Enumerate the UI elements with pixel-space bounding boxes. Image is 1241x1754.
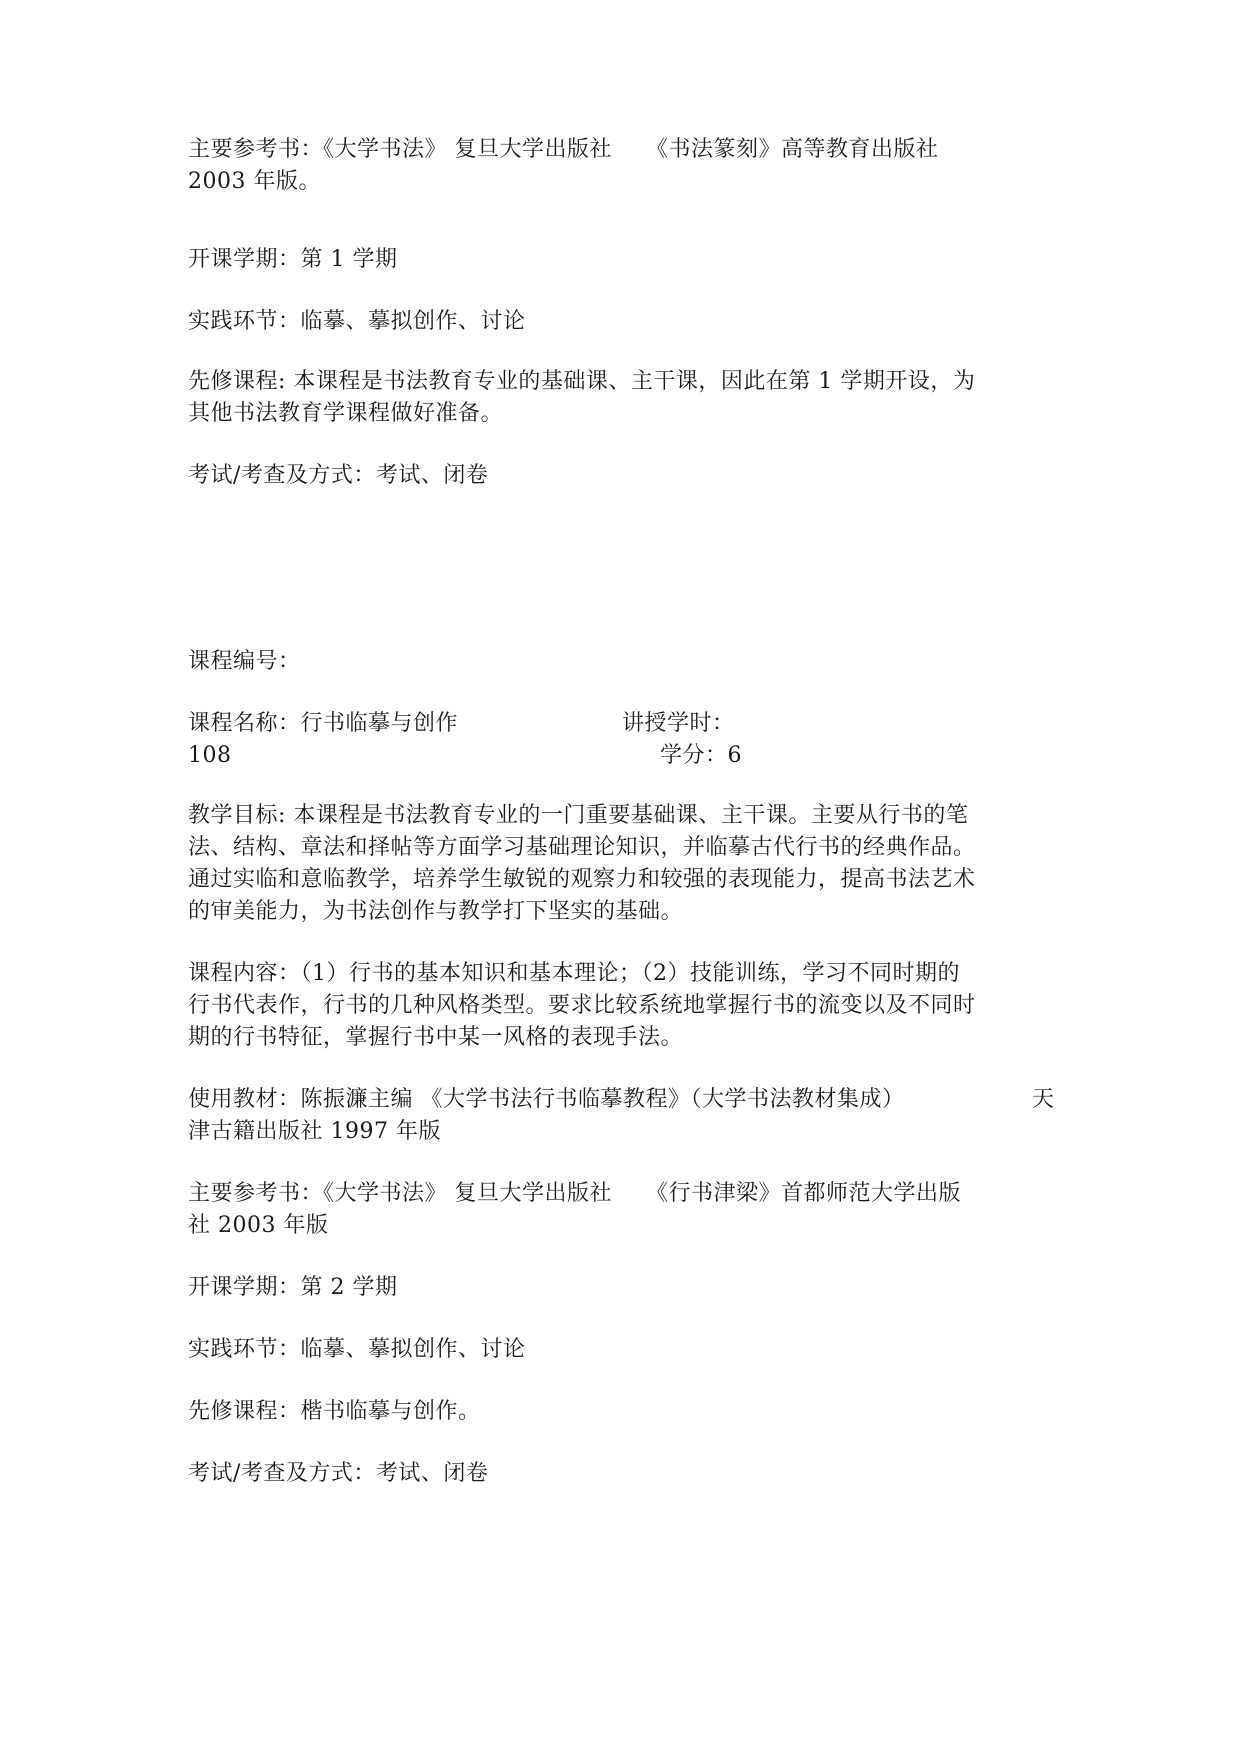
course2-objective-line4: 的审美能力，为书法创作与教学打下坚实的基础。 bbox=[188, 899, 684, 924]
course1-semester: 开课学期：第 1 学期 bbox=[188, 247, 398, 272]
course1-references-line1: 主要参考书：《大学书法》 复旦大学出版社 《书法篆刻》高等教育出版社 bbox=[188, 137, 939, 162]
course1-prerequisite-line1: 先修课程: 本课程是书法教育专业的基础课、主干课，因此在第 1 学期开设，为 bbox=[188, 369, 976, 394]
course2-content-line3: 期的行书特征，掌握行书中某一风格的表现手法。 bbox=[188, 1025, 684, 1050]
course2-references-line1: 主要参考书：《大学书法》 复旦大学出版社 《行书津梁》首都师范大学出版 bbox=[188, 1181, 961, 1206]
course2-content-line1: 课程内容：（1）行书的基本知识和基本理论；（2）技能训练，学习不同时期的 bbox=[188, 961, 960, 986]
course2-hours-value: 108 bbox=[188, 743, 232, 768]
course2-objective-line1: 教学目标: 本课程是书法教育专业的一门重要基础课、主干课。主要从行书的笔 bbox=[188, 803, 969, 828]
course2-semester: 开课学期：第 2 学期 bbox=[188, 1275, 398, 1300]
course1-exam: 考试/考查及方式：考试、闭卷 bbox=[188, 463, 489, 488]
course2-hours-label: 讲授学时： bbox=[622, 711, 735, 736]
course2-prerequisite: 先修课程：楷书临摹与创作。 bbox=[188, 1399, 481, 1424]
course2-content-line2: 行书代表作，行书的几种风格类型。要求比较系统地掌握行书的流变以及不同时 bbox=[188, 993, 976, 1018]
course2-references-line2: 社 2003 年版 bbox=[188, 1213, 329, 1238]
course2-practice: 实践环节：临摹、摹拟创作、讨论 bbox=[188, 1337, 526, 1362]
course1-references-line2: 2003 年版。 bbox=[188, 169, 321, 194]
course2-textbook-line2: 津古籍出版社 1997 年版 bbox=[188, 1119, 441, 1144]
course2-code: 课程编号： bbox=[188, 649, 301, 674]
course2-objective-line3: 通过实临和意临教学，培养学生敏锐的观察力和较强的表现能力，提高书法艺术 bbox=[188, 867, 976, 892]
course1-practice: 实践环节：临摹、摹拟创作、讨论 bbox=[188, 309, 526, 334]
course2-objective-line2: 法、结构、章法和择帖等方面学习基础理论知识，并临摹古代行书的经典作品。 bbox=[188, 835, 976, 860]
course1-prerequisite-line2: 其他书法教育学课程做好准备。 bbox=[188, 401, 504, 426]
course2-textbook-line1: 使用教材：陈振濂主编 《大学书法行书临摹教程》（大学书法教材集成） bbox=[188, 1087, 905, 1112]
course2-exam: 考试/考查及方式：考试、闭卷 bbox=[188, 1461, 489, 1486]
course2-textbook-line1-end: 天 bbox=[1032, 1087, 1055, 1112]
course2-name: 课程名称：行书临摹与创作 bbox=[188, 711, 459, 736]
course2-credits: 学分：6 bbox=[660, 743, 742, 768]
